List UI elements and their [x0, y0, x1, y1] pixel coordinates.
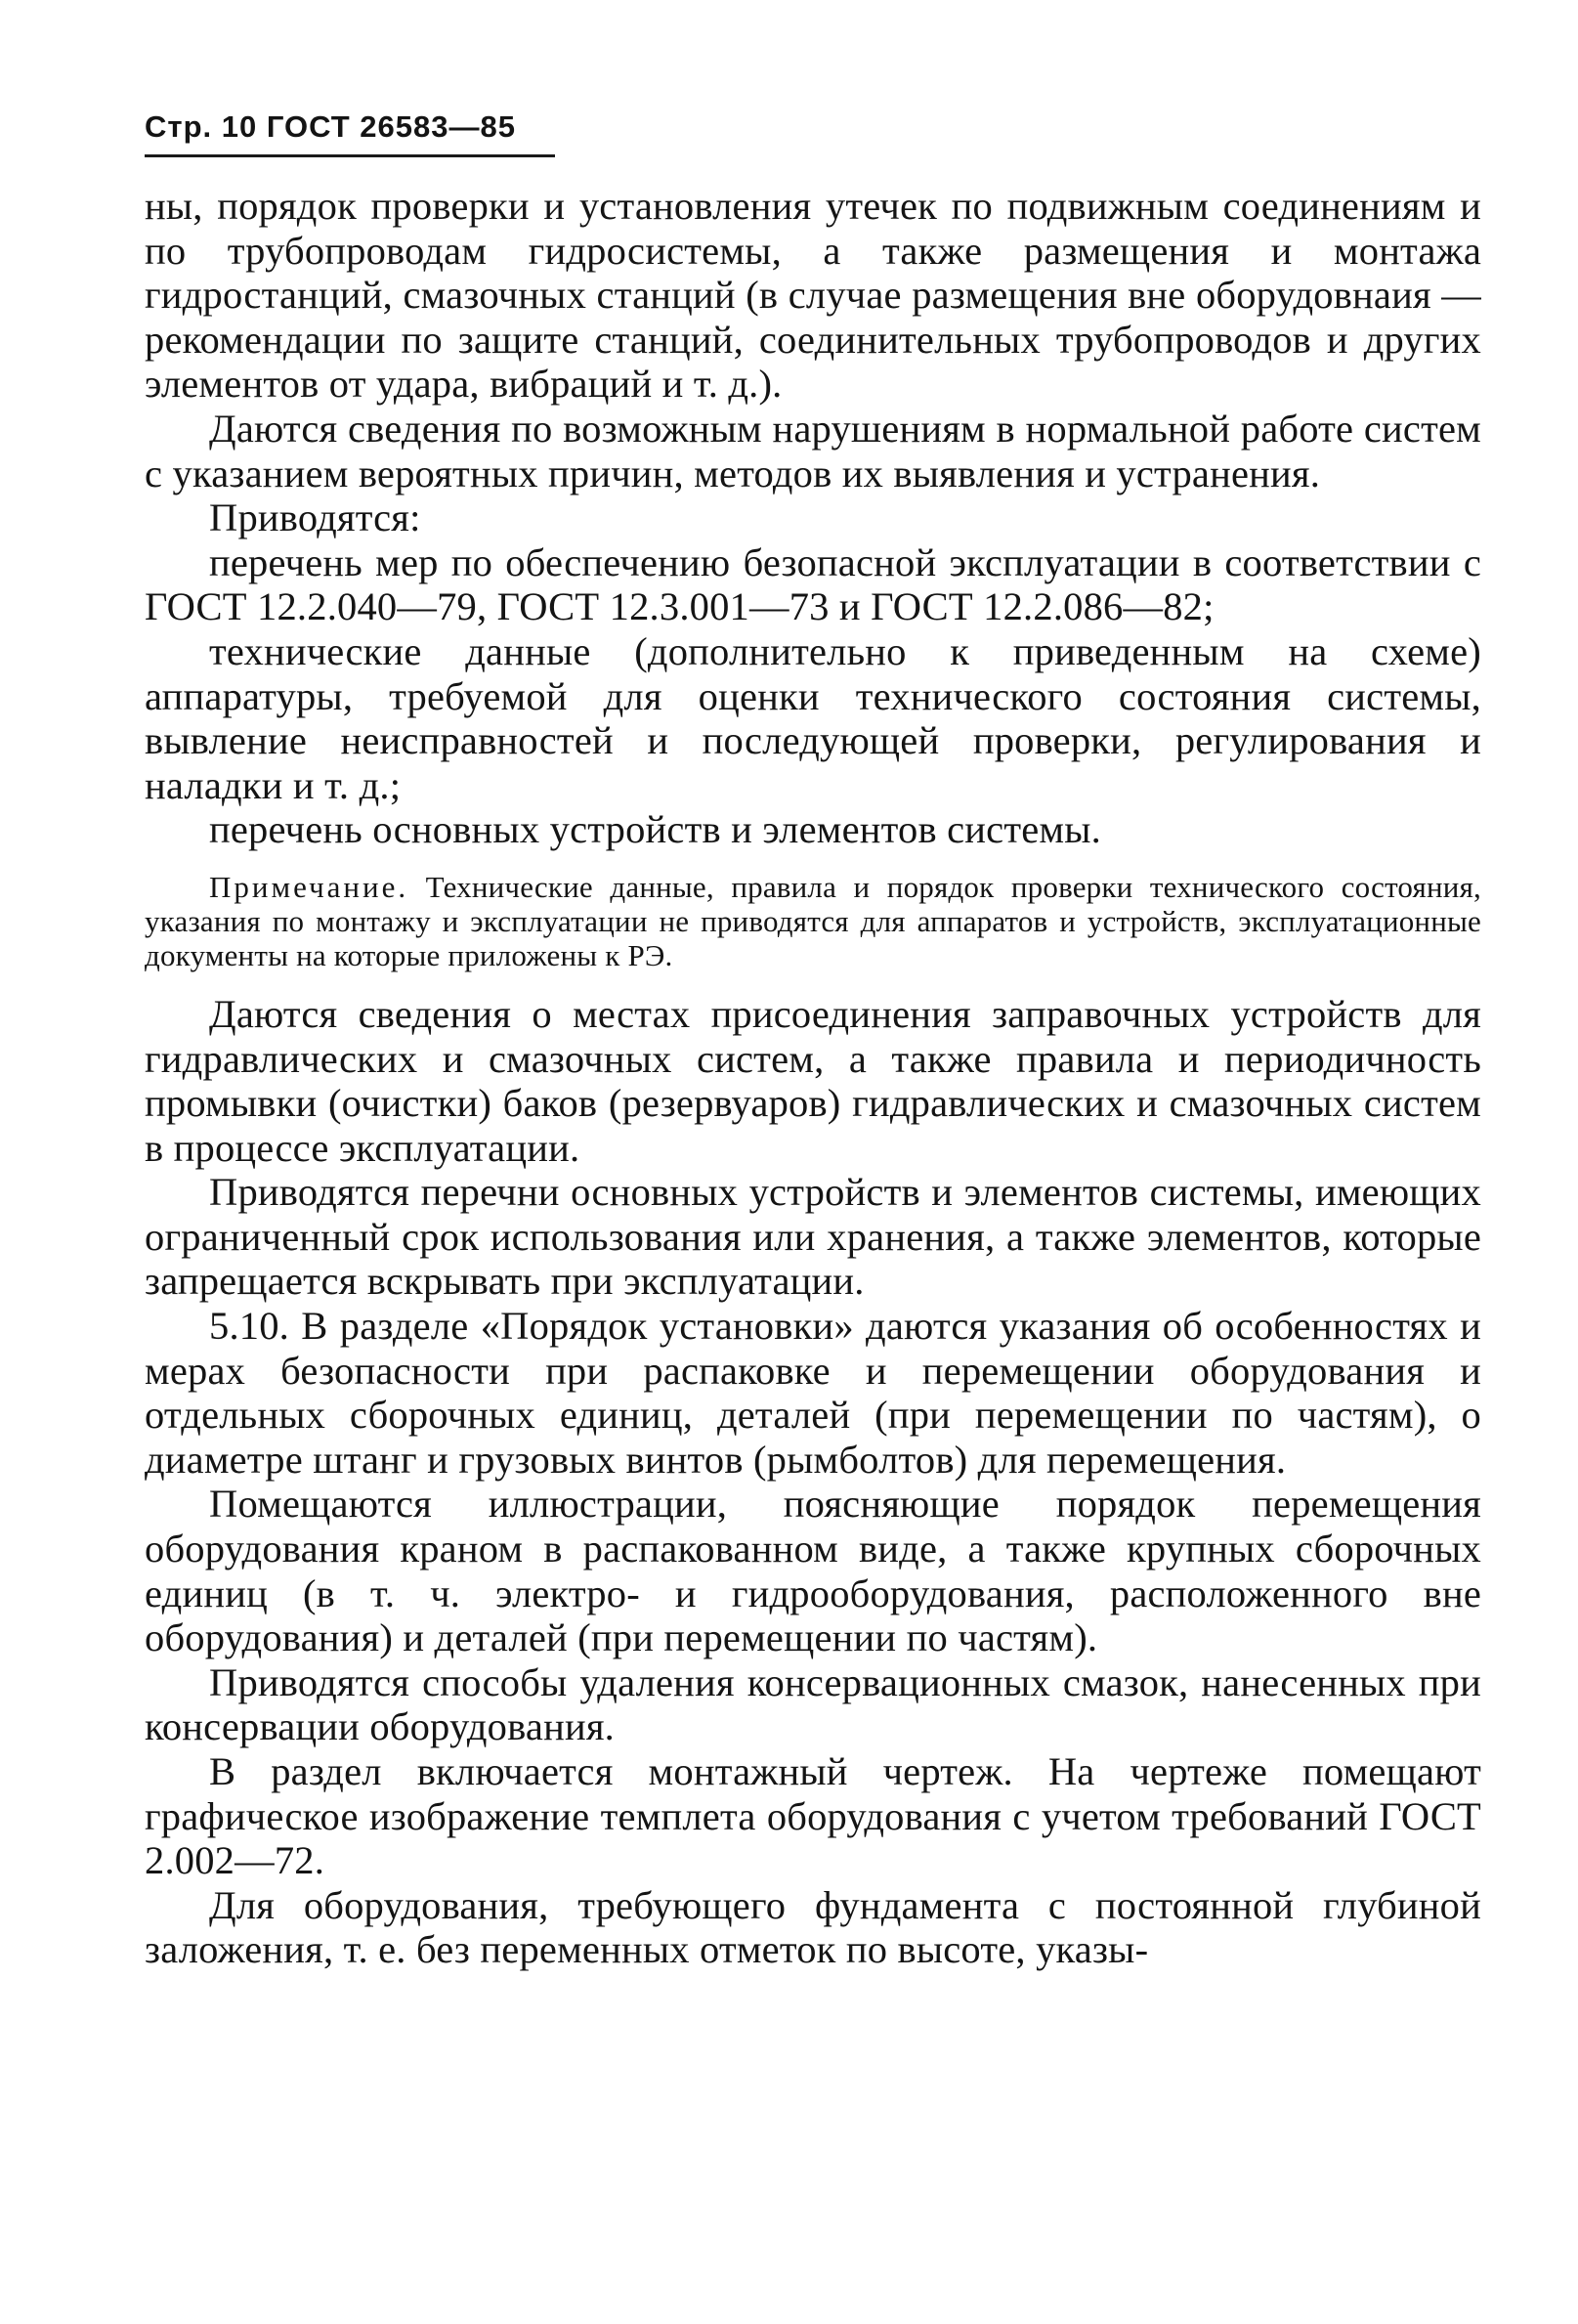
paragraph-continuation: ны, порядок проверки и установления утечек по подвижным соединениям и по трубопроводам гидросистемы, а также размещения и монтажа гидростанций, смазочных станций (в случае размещения вне оборудовнаия — рекомендации по защите станций, соединительных трубопроводов и других элементов от удара, вибраций и т. д.).	[145, 184, 1481, 407]
header-rule	[145, 154, 555, 157]
note-text: Технические данные, правила и порядок проверки технического состояния, указания по монтажу и эксплуатации не приводятся для аппаратов и устройств, эксплуатационные документы на которые приложены к РЭ.	[145, 869, 1481, 972]
page-header: Стр. 10 ГОСТ 26583—85	[145, 109, 516, 144]
paragraph-provided: Приводятся:	[209, 495, 421, 540]
document-body	[145, 184, 1481, 1972]
paragraph-illustrations: Помещаются иллюстрации, поясняющие порядок перемещения оборудования краном в распакованном виде, а также крупных сборочных единиц (в т. ч. электро- и гидрооборудования, расположенного вне оборудования) и деталей (при перемещении по частям).	[145, 1482, 1481, 1660]
paragraph-section-5-10: 5.10. В разделе «Порядок установки» даются указания об особенностях и мерах безопасности при распаковке и перемещении оборудования и отдельных сборочных единиц, деталей (при перемещении по частям), о диаметре штанг и грузовых винтов (рымболтов) для перемещения.	[145, 1304, 1481, 1482]
paragraph-grease-removal: Приводятся способы удаления консервационных смазок, нанесенных при консервации оборудования.	[145, 1659, 1481, 1749]
paragraph-foundation: Для оборудования, требующего фундамента с постоянной глубиной заложения, т. е. без переменных отметок по высоте, указы-	[145, 1882, 1481, 1972]
note	[145, 870, 1481, 972]
note-label: Примечание.	[209, 869, 409, 904]
paragraph-installation-drawing: В раздел включается монтажный чертеж. На чертеже помещают графическое изображение темплета оборудования с учетом требований ГОСТ 2.002—72.	[145, 1749, 1481, 1883]
paragraph-filling-devices: Даются сведения о местах присоединения заправочных устройств для гидравлических и смазочных систем, а также правила и периодичность промывки (очистки) баков (резервуаров) гидравлических и смазочных систем в процессе эксплуатации.	[145, 991, 1481, 1170]
paragraph-limited-lifetime: Приводятся перечни основных устройств и элементов системы, имеющих ограниченный срок использования или хранения, а также элементов, которые запрещается вскрывать при эксплуатации.	[145, 1170, 1481, 1304]
paragraph-violations: Даются сведения по возможным нарушениям в нормальной работе систем с указанием вероятных причин, методов их выявления и устранения.	[145, 406, 1481, 495]
paragraph-device-list: перечень основных устройств и элементов системы.	[209, 807, 1101, 852]
paragraph-safety-measures: перечень мер по обеспечению безопасной эксплуатации в соответствии с ГОСТ 12.2.040—79, ГОСТ 12.3.001—73 и ГОСТ 12.2.086—82;	[145, 539, 1481, 629]
paragraph-technical-data: технические данные (дополнительно к приведенным на схеме) аппаратуры, требуемой для оценки технического состояния системы, вывление неисправностей и последующей проверки, регулирования и наладки и т. д.;	[145, 628, 1481, 807]
